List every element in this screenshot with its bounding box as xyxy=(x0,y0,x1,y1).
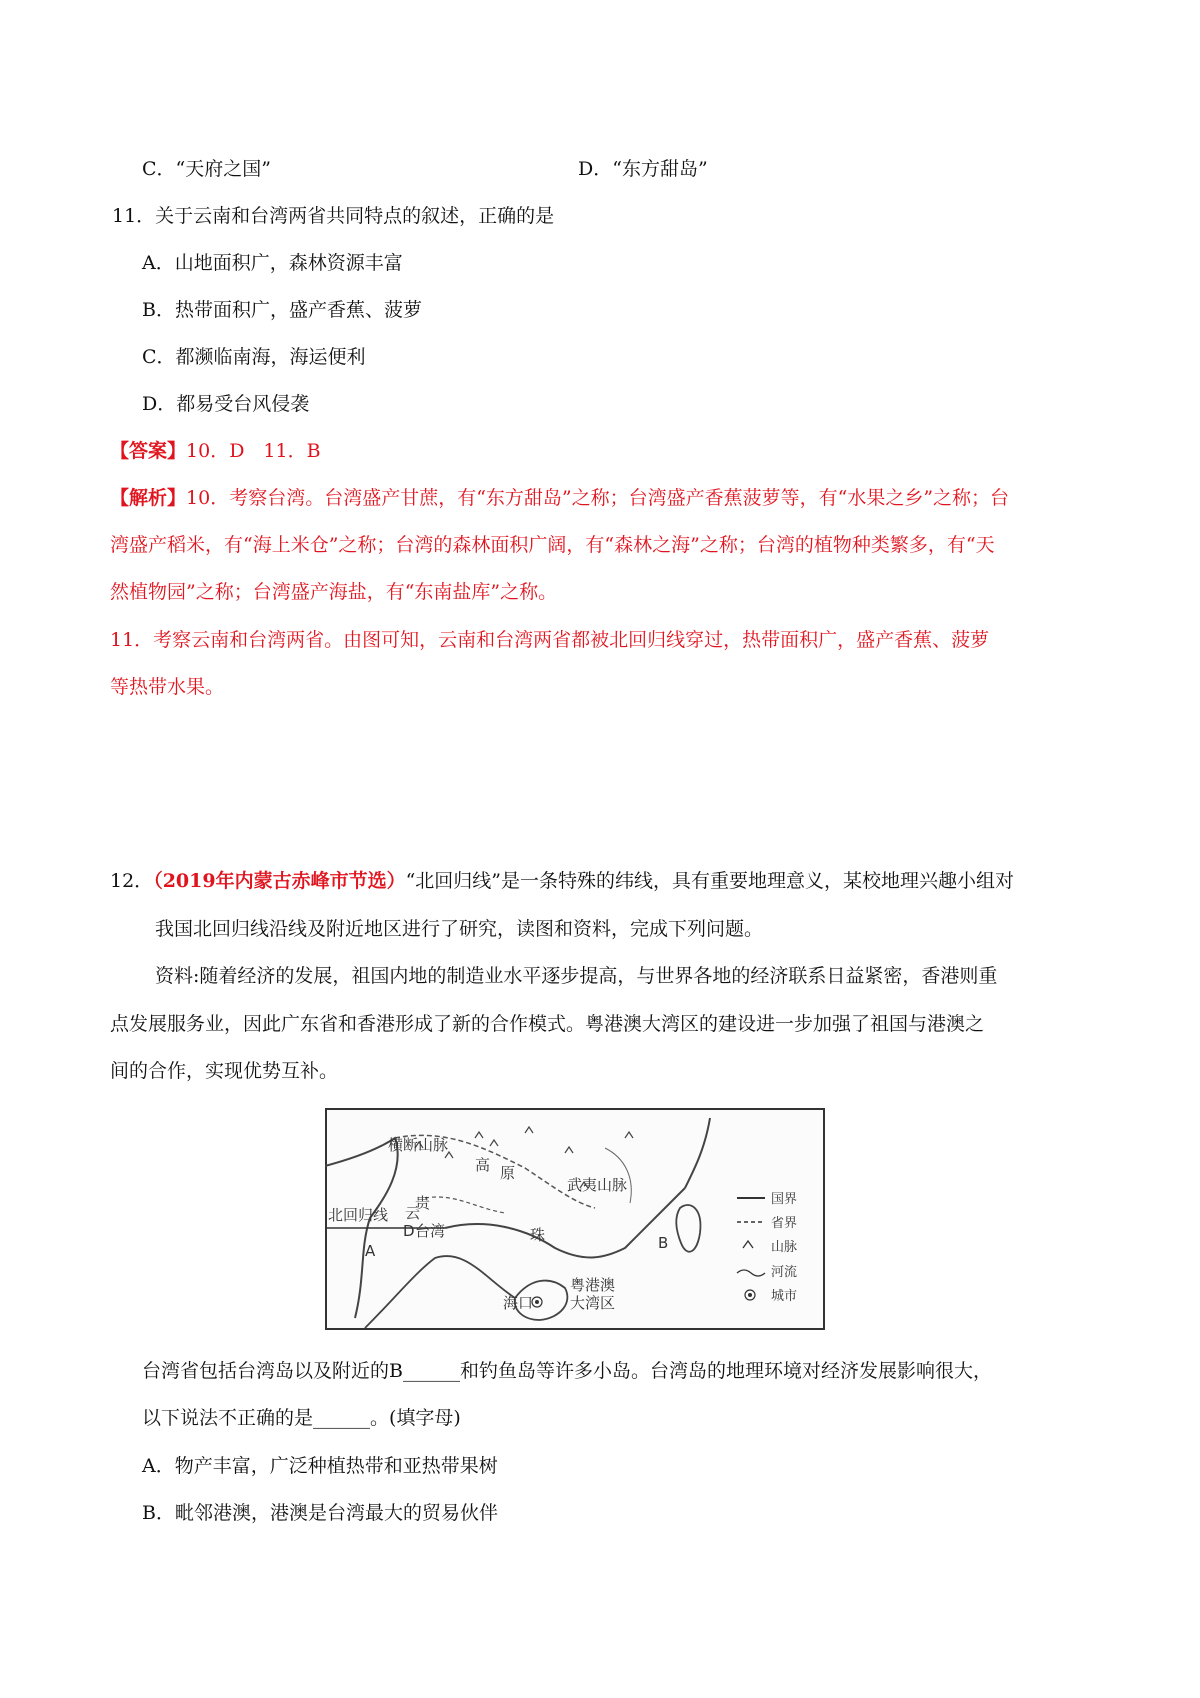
answer-text: 10．D 11．B xyxy=(186,440,321,462)
map-figure xyxy=(325,1108,825,1330)
map-label-gba-2: 大湾区 xyxy=(570,1294,616,1312)
answer-tag: 【答案】 xyxy=(110,440,187,462)
map-label-wuyi: 武夷山脉 xyxy=(567,1176,628,1194)
map-label-gao: 高 xyxy=(475,1156,491,1174)
q10-option-c: C．“天府之国” xyxy=(142,158,271,180)
map-label-b: B xyxy=(658,1234,669,1252)
map-label-d: D xyxy=(403,1222,415,1240)
q12-stem-line-2: 我国北回归线沿线及附近地区进行了研究，读图和资料，完成下列问题。 xyxy=(155,918,764,940)
q12-follow-line-1: 台湾省包括台湾岛以及附近的B______和钓鱼岛等许多小岛。台湾岛的地理环境对经济发展影响很大， xyxy=(142,1360,992,1382)
map-label-beihuigui: 北回归线 xyxy=(328,1206,389,1224)
legend-province-border: 省界 xyxy=(771,1216,798,1231)
q12-option-a: A．物产丰富，广泛种植热带和亚热带果树 xyxy=(142,1455,498,1477)
q12-material-line-1: 资料:随着经济的发展，祖国内地的制造业水平逐步提高，与世界各地的经济联系日益紧密，香港则重 xyxy=(155,965,998,987)
map-city-haikou-dot xyxy=(535,1300,539,1304)
analysis-p11-line-2: 等热带水果。 xyxy=(110,676,225,698)
analysis-p10-line-3: 然植物园”之称；台湾盛产海盐，有“东南盐库”之称。 xyxy=(110,581,558,603)
q11-option-d: D．都易受台风侵袭 xyxy=(142,393,310,415)
q12-number: 12． xyxy=(110,870,154,892)
legend-city: 城市 xyxy=(771,1289,798,1304)
q11-option-c: C．都濒临南海，海运便利 xyxy=(142,346,366,368)
q12-stem-text-1: “北回归线”是一条特殊的纬线，具有重要地理意义，某校地理兴趣小组对 xyxy=(405,870,1015,892)
map-label-yuan: 原 xyxy=(500,1164,516,1182)
q12-stem-line-1 xyxy=(110,868,1014,894)
map-label-a: A xyxy=(365,1242,376,1260)
q12-material-line-2: 点发展服务业，因此广东省和香港形成了新的合作模式。粤港澳大湾区的建设进一步加强了祖国与港澳之 xyxy=(110,1013,985,1035)
analysis-tag: 【解析】 xyxy=(110,487,187,509)
q12-material-line-3: 间的合作，实现优势互补。 xyxy=(110,1060,339,1082)
analysis-p10-line-1: 10．考察台湾。台湾盛产甘蔗，有“东方甜岛”之称；台湾盛产香蕉菠萝等，有“水果之乡”之称；台 xyxy=(186,487,1010,509)
answer-line xyxy=(110,438,321,464)
analysis-line-1 xyxy=(110,485,1009,511)
q11-option-b: B．热带面积广，盛产香蕉、菠萝 xyxy=(142,299,422,321)
legend-river: 河流 xyxy=(771,1265,798,1280)
map-label-gui: 贵 xyxy=(415,1194,431,1212)
map-label-gba-1: 粤港澳 xyxy=(570,1276,616,1294)
analysis-p10-line-2: 湾盛产稻米，有“海上米仓”之称；台湾的森林面积广阔，有“森林之海”之称；台湾的植物种类繁多，有“天 xyxy=(110,534,995,556)
map-label-taiwan-short: 台湾 xyxy=(415,1222,446,1240)
q12-source: （2019年内蒙古赤峰市节选） xyxy=(153,870,406,892)
q11-option-a: A．山地面积广，森林资源丰富 xyxy=(142,252,403,274)
map-label-haikou: 海口 xyxy=(503,1294,534,1312)
analysis-p11-line-1: 11．考察云南和台湾两省。由图可知，云南和台湾两省都被北回归线穿过，热带面积广，盛产香蕉、菠萝 xyxy=(110,629,990,651)
q10-option-d: D．“东方甜岛” xyxy=(578,158,708,180)
q12-follow-line-2: 以下说法不正确的是______。(填字母) xyxy=(142,1407,461,1429)
map-label-hengduan: 横断山脉 xyxy=(388,1136,449,1154)
q12-option-b: B．毗邻港澳，港澳是台湾最大的贸易伙伴 xyxy=(142,1502,498,1524)
q11-stem: 11．关于云南和台湾两省共同特点的叙述，正确的是 xyxy=(112,205,555,227)
legend-mountain: 山脉 xyxy=(771,1240,798,1255)
legend-national-border: 国界 xyxy=(771,1192,798,1207)
map-label-zhu: 珠 xyxy=(530,1226,546,1244)
map-label-yun: 云 xyxy=(405,1204,421,1222)
